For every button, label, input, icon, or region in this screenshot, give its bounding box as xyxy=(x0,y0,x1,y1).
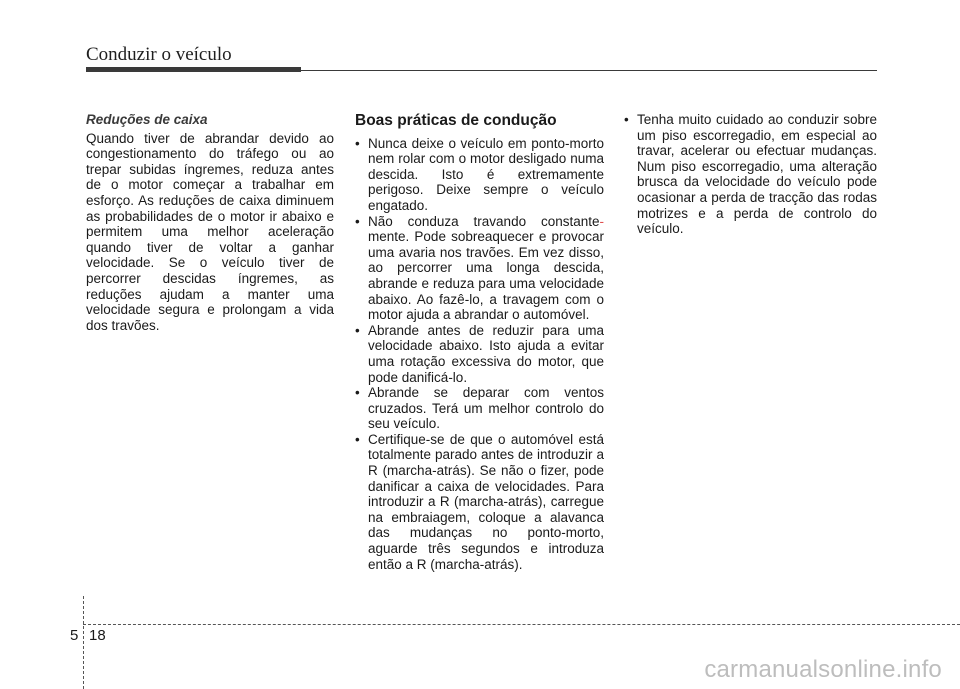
subheading-downshifting: Reduções de caixa xyxy=(86,112,208,127)
header-accent-bar xyxy=(86,67,301,72)
page-header-title: Conduzir o veículo xyxy=(86,44,232,65)
list-item: • Não conduza travando constante- mente. Pode sobreaquecer e provocar uma avaria nos travões. Em vez disso, ao percorrer uma longa descida, abrande e reduza para uma velocidade abaixo. Ao fazê-lo, a travagem com o motor ajuda a abrandar o automóvel. xyxy=(355,214,604,323)
list-item: • Nunca deixe o veículo em ponto-morto nem rolar com o motor desligado numa descida. Isto é extremamente perigoso. Deixe sempre o veículo engatado. xyxy=(355,136,604,214)
list-item: • Abrande antes de reduzir para uma velocidade abaixo. Isto ajuda a evitar uma rotação excessiva do motor, que pode danificá-lo. xyxy=(355,323,604,385)
header-rule xyxy=(301,70,877,71)
footer-horizontal-rule xyxy=(83,624,960,625)
page-number: 18 xyxy=(89,627,106,644)
good-practices-list xyxy=(355,136,604,573)
list-item: • Abrande se deparar com ventos cruzados. Terá um melhor controlo do seu veículo. xyxy=(355,385,604,432)
list-item: • Tenha muito cuidado ao conduzir sobre um piso escorregadio, em especial ao travar, acelerar ou efectuar mudanças. Num piso escorregadio, uma alteração brusca da velocidade do veículo pode ocasionar a perda de tracção das rodas motrizes e a perda de controlo do veículo. xyxy=(624,112,877,237)
chapter-number: 5 xyxy=(70,627,79,644)
section-heading-good-practices: Boas práticas de condução xyxy=(355,112,557,129)
line-break-hyphen: - xyxy=(599,213,604,229)
column-middle xyxy=(355,113,604,572)
watermark-text: carmanualsonline.info xyxy=(704,656,942,683)
list-item: • Certifique-se de que o automóvel está totalmente parado antes de introduzir a R (marcha-atrás). Se não o fizer, pode danificar a caixa de velocidades. Para introduzir a R (marcha-atrás), carregue na embraiagem, coloque a alavanca das mudanças no ponto-morto, aguarde três segundos e introduza então a R (marcha-atrás). xyxy=(355,432,604,572)
column-right xyxy=(624,112,877,237)
slippery-road-list xyxy=(624,112,877,237)
paragraph-downshifting: Quando tiver de abrandar devido ao congestionamento do tráfego ou ao trepar subidas íngremes, reduza antes de o motor começar a trabalhar em esforço. As reduções de caixa diminuem as probabilidades de o motor ir abaixo e permitem uma melhor aceleração quando tiver de voltar a ganhar velocidade. Se o veículo tiver de percorrer descidas íngremes, as reduções ajudam a manter uma velocidade segura e prolongam a vida dos travões. xyxy=(86,130,334,333)
footer-vertical-rule xyxy=(83,596,84,689)
column-left xyxy=(86,112,334,333)
